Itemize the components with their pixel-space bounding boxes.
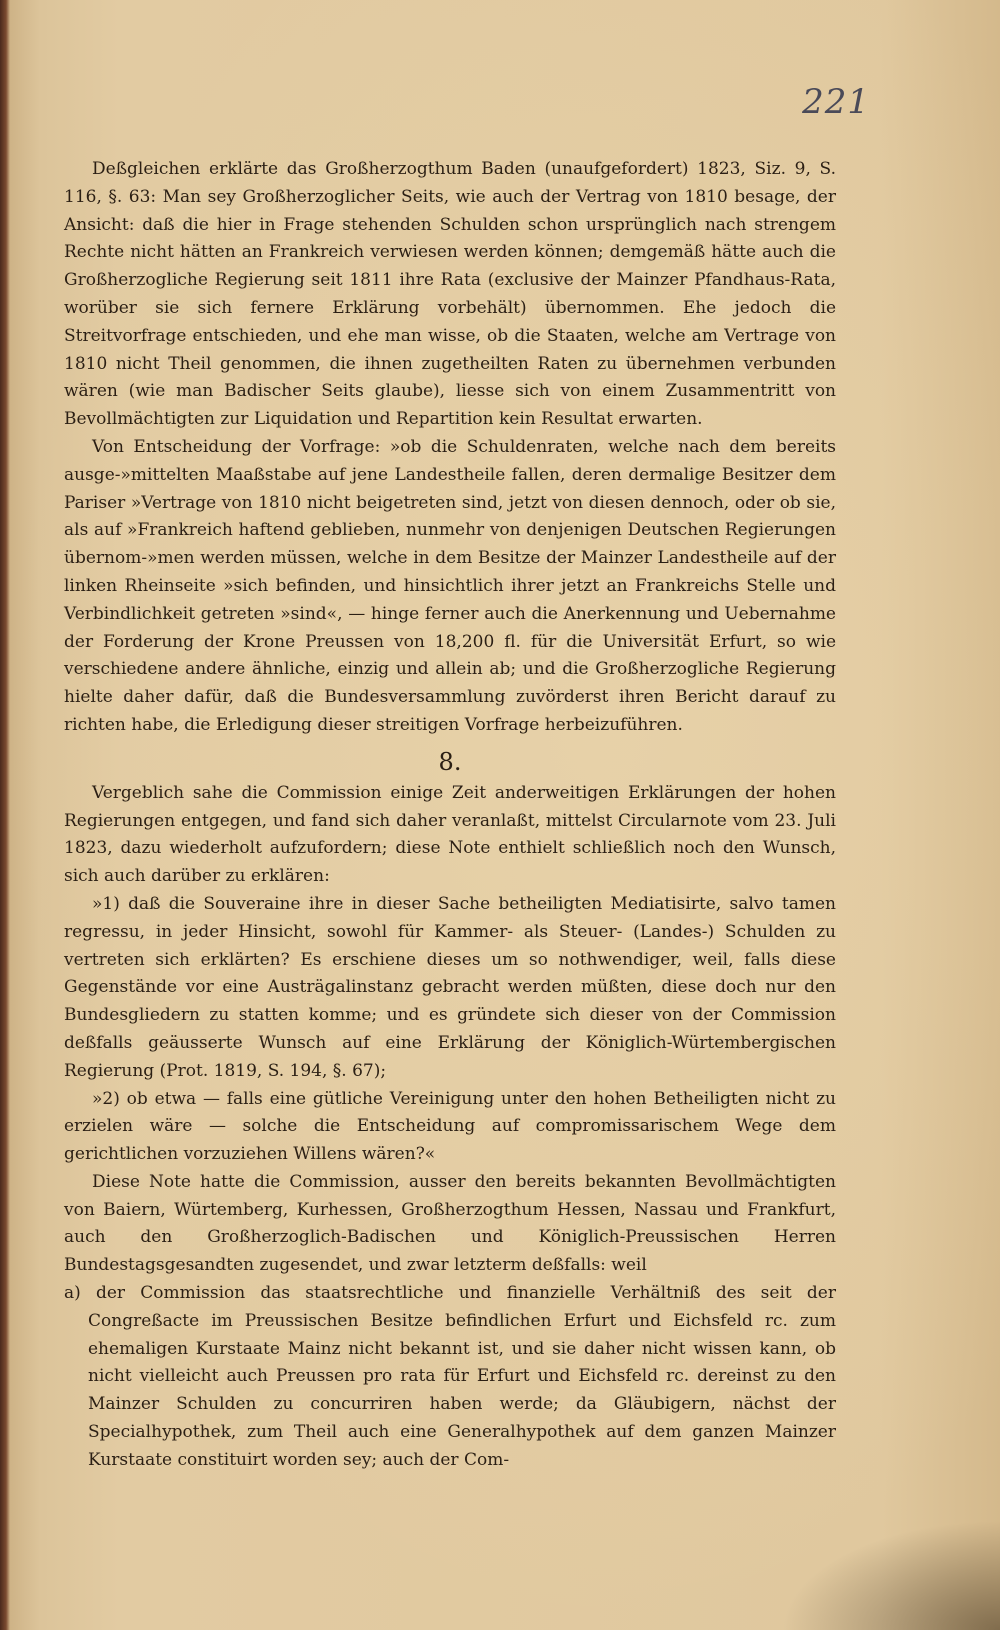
paragraph-note-recipients: Diese Note hatte die Commission, ausser den bereits bekannten Bevollmächtigten von Baiern, Würtemberg, Kurhessen, Großherzogthum Hessen, Nassau und Frankfurt, auch den Großherzoglich-Badischen und Königlich-Preussischen Herren Bundestagsgesandten zugesendet, und zwar letzterm deßfalls: weil: [64, 1171, 836, 1276]
list-item-a: a) der Commission das staatsrechtliche und finanzielle Verhältniß des seit der Congreßacte im Preussischen Besitze befindlichen Erfurt und Eichsfeld rc. zum ehemaligen Kurstaate Mainz nicht bekannt ist, und sie daher nicht wissen kann, ob nicht vielleicht auch Preussen pro rata für Erfurt und Eichsfeld rc. dereinst zu den Mainzer Schulden zu concurriren haben werde; da Gläubigern, nächst der Specialhypothek, zum Theil auch eine Generalhypothek auf dem ganzen Mainzer Kurstaate constituirt worden sey; auch der Com-: [64, 1283, 836, 1470]
book-binding-edge: [0, 0, 10, 1630]
page-number: 221: [802, 82, 870, 122]
section-heading: 8.: [438, 747, 462, 776]
paragraph-baden-declaration: Deßgleichen erklärte das Großherzogthum Baden (unaufgefordert) 1823, Siz. 9, S. 116, §. 63: Man sey Großherzoglicher Seits, wie auch der Vertrag von 1810 besage, der Ansicht: daß die hier in Frage stehenden Schulden schon ursprünglich nach strengem Rechte nicht hätten an Frankreich verwiesen werden können; demgemäß hätte auch die Großherzogliche Regierung seit 1811 ihre Rata (exclusive der Mainzer Pfandhaus-Rata, worüber sie sich fernere Erklärung vorbehält) übernommen. Ehe jedoch die Streitvorfrage entschieden, und ehe man wisse, ob die Staaten, welche am Vertrage von 1810 nicht Theil genommen, die ihnen zugetheilten Raten zu übernehmen verbunden wären (wie man Badischer Seits glaube), liesse sich von einem Zusammentritt von Bevollmächtigten zur Liquidation und Repartition kein Resultat erwarten.: [64, 159, 836, 430]
paragraph-point-1: »1) daß die Souveraine ihre in dieser Sache betheiligten Mediatisirte, salvo tamen regressu, in jeder Hinsicht, sowohl für Kammer- als Steuer- (Landes-) Schulden zu vertreten sich erklärten? Es erschiene dieses um so nothwendiger, weil, falls diese Gegenstände vor eine Austrägalinstanz gebracht werden müßten, diese doch nur den Bundesgliedern zu statten komme; und es gründete sich dieser von der Commission deßfalls geäusserte Wunsch auf eine Erklärung der Königlich-Würtembergischen Regierung (Prot. 1819, S. 194, §. 67);: [64, 893, 836, 1081]
paragraph-preliminary-question: Von Entscheidung der Vorfrage: »ob die Schuldenraten, welche nach dem bereits ausge-»mittelten Maaßstabe auf jene Landestheile fallen, deren dermalige Besitzer dem Pariser »Vertrage von 1810 nicht beigetreten sind, jetzt von diesen dennoch, oder ob sie, als auf »Frankreich haftend geblieben, nunmehr von denjenigen Deutschen Regierungen übernom-»men werden müssen, welche in dem Besitze der Mainzer Landestheile auf der linken Rheinseite »sich befinden, und hinsichtlich ihrer jetzt an Frankreichs Stelle und Verbindlichkeit getreten »sind«, — hinge ferner auch die Anerkennung und Uebernahme der Forderung der Krone Preussen von 18,200 fl. für die Universität Erfurt, so wie verschiedene andere ähnliche, einzig und allein ab; und die Großherzogliche Regierung hielte daher dafür, daß die Bundesversammlung zuvörderst ihren Bericht darauf zu richten habe, die Erledigung dieser streitigen Vorfrage herbeizuführen.: [64, 436, 836, 735]
paragraph-circular-note: Vergeblich sahe die Commission einige Zeit anderweitigen Erklärungen der hohen Regierungen entgegen, und fand sich daher veranlaßt, mittelst Circularnote vom 23. Juli 1823, dazu wiederholt aufzufordern; diese Note enthielt schließlich noch den Wunsch, sich auch darüber zu erklären:: [64, 782, 836, 887]
body-text: [64, 156, 836, 1475]
paragraph-point-2: »2) ob etwa — falls eine gütliche Vereinigung unter den hohen Betheiligten nicht zu erzielen wäre — solche die Entscheidung auf compromissarischem Wege dem gerichtlichen vorzuziehen Willens wären?«: [64, 1088, 836, 1165]
